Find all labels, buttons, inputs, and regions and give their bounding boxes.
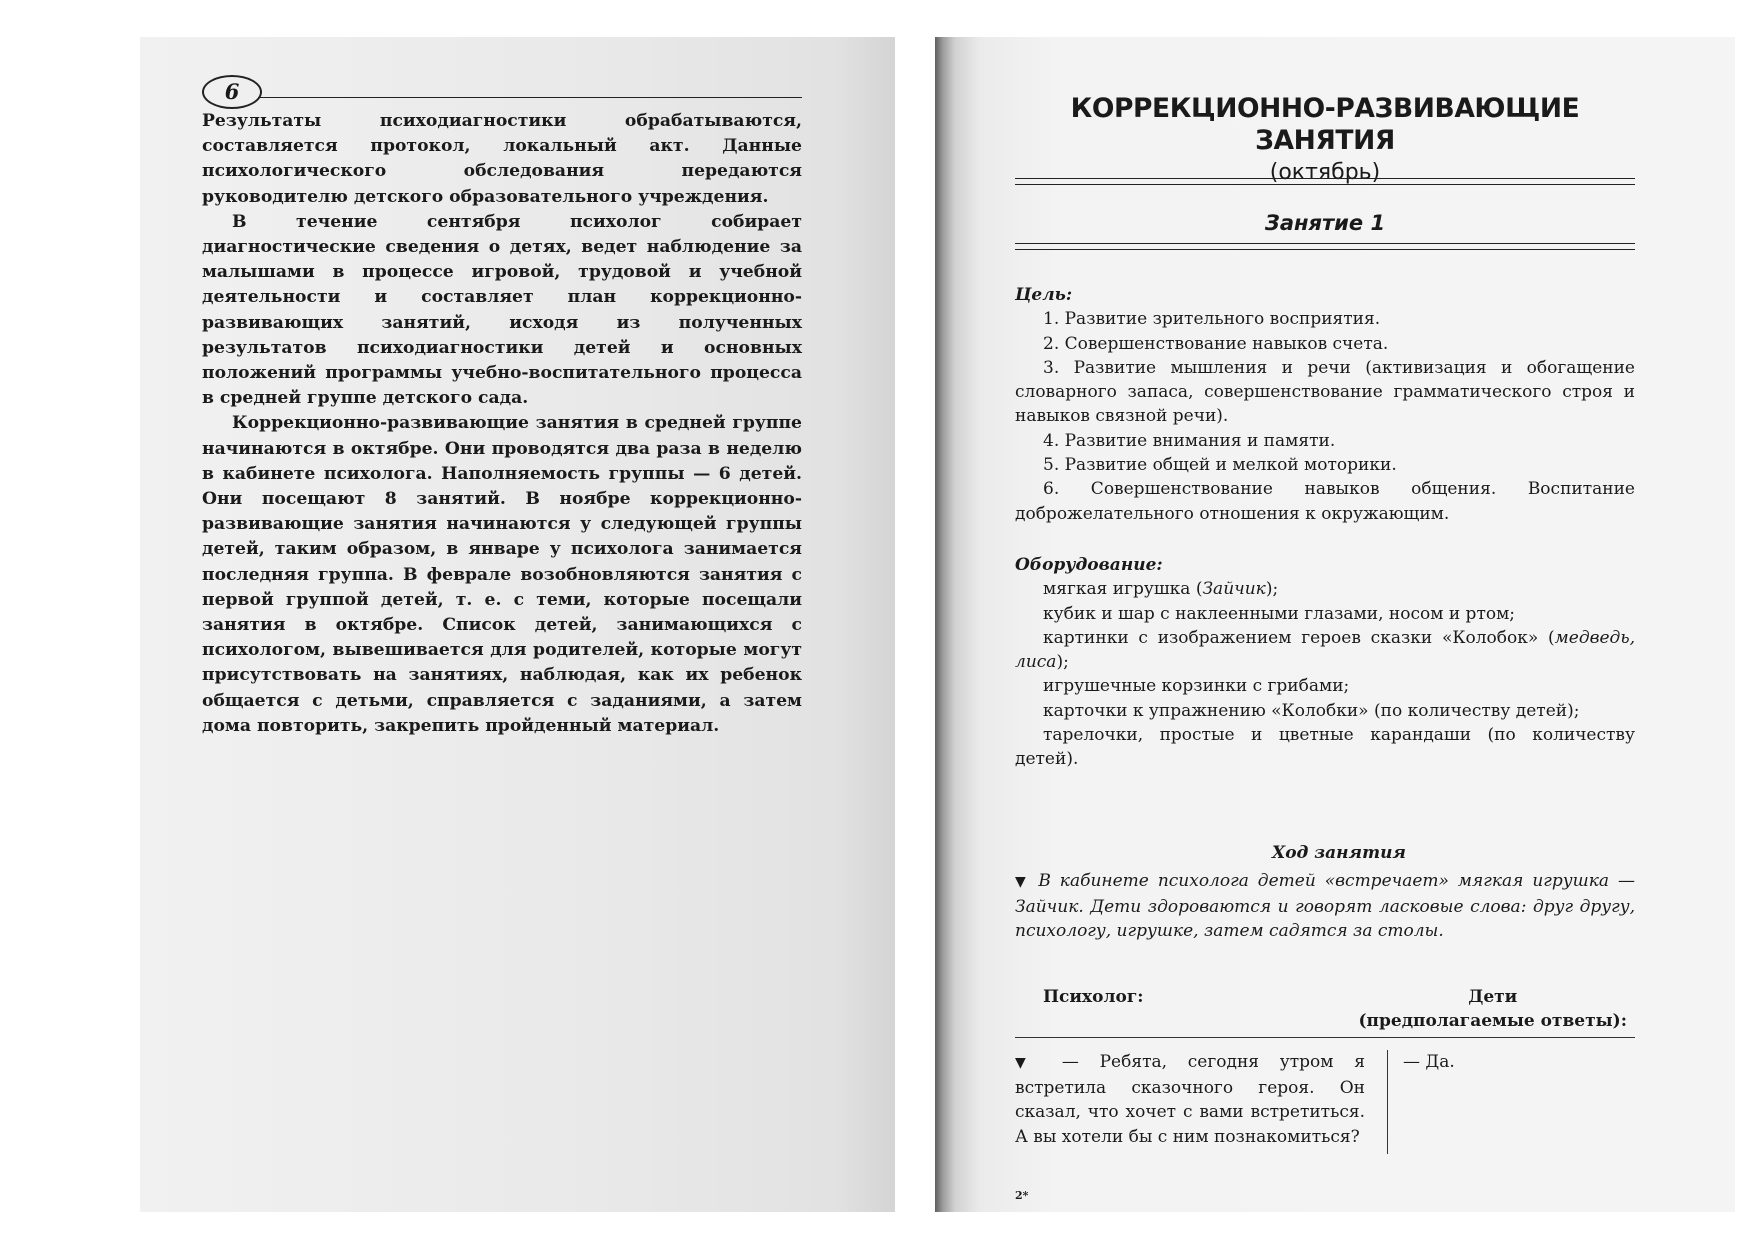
triangle-marker-icon: ▼ <box>1015 1055 1042 1071</box>
equipment-section <box>1015 553 1635 772</box>
paragraph: Результаты психодиагностики обрабатываются, составляется протокол, локальный акт. Данные психологического обследования передаются руководителю детского образовательного учреждения. <box>202 111 802 207</box>
goal-item: 4. Развитие внимания и памяти. <box>1043 430 1336 451</box>
children-answer: — Да. <box>1403 1052 1455 1072</box>
header-rule <box>258 97 802 98</box>
goal-item: 5. Развитие общей и мелкой моторики. <box>1043 455 1397 476</box>
chapter-title: КОРРЕКЦИОННО-РАЗВИВАЮЩИЕ ЗАНЯТИЯ <box>1070 93 1580 156</box>
divider <box>1015 184 1635 185</box>
equipment-item: картинки с изображением героев сказки «Колобок» (медведь, лиса); <box>1015 627 1635 673</box>
equipment-item: кубик и шар с наклеенными глазами, носом и ртом; <box>1043 603 1516 624</box>
goals-heading: Цель: <box>1015 285 1073 305</box>
divider <box>1015 243 1635 244</box>
procedure-heading: Ход занятия <box>1272 843 1406 863</box>
goals-section <box>1015 283 1635 526</box>
chapter-title-block <box>1015 93 1635 189</box>
equipment-heading: Оборудование: <box>1015 555 1163 575</box>
procedure-section <box>1015 841 1635 943</box>
paragraph: В течение сентября психолог собирает диагностические сведения о детях, ведет наблюдение за малышами в процессе игровой, трудовой и учебной деятельности и составляет план коррекционно-развивающих занятий, исходя из полученных результатов психодиагностики детей и основных положений программы учебно-воспитательного процесса в средней группе детского сада. <box>202 211 802 409</box>
paragraph: Коррекционно-развивающие занятия в средней группе начинаются в октябре. Они проводятся два раза в неделю в кабинете психолога. Наполняемость группы — 6 детей. Они посещают 8 занятий. В ноябре коррекционно-развивающие занятия начинаются у следующей группы детей, таким образом, в январе у психолога занимается последняя группа. В феврале возобновляются занятия с первой группой детей, т. е. с теми, которые посещали занятия в октябре. Список детей, занимающихся с психологом, вывешивается для родителей, которые могут присутствовать на занятиях, наблюдая, как их ребенок общается с детьми, справляется с заданиями, а затем дома повторить, закрепить пройденный материал. <box>202 413 802 736</box>
equipment-item: тарелочки, простые и цветные карандаши (по количеству детей). <box>1015 725 1635 770</box>
goal-item: 1. Развитие зрительного восприятия. <box>1043 309 1381 330</box>
signature-mark: 2* <box>1015 1189 1029 1202</box>
lesson-title: Занятие 1 <box>1264 211 1386 235</box>
chapter-subtitle: (октябрь) <box>1269 160 1381 185</box>
dialog-col-psychologist: Психолог: <box>1043 987 1144 1007</box>
goal-item: 2. Совершенствование навыков счета. <box>1043 333 1389 354</box>
dialog-col-children: Дети (предполагаемые ответы): <box>1358 987 1627 1031</box>
goal-item: 6. Совершенствование навыков общения. Воспитание доброжелательного отношения к окружающим. <box>1015 479 1635 524</box>
left-page <box>140 37 895 1212</box>
divider <box>1015 1037 1635 1038</box>
psychologist-line: ▼ — Ребята, сегодня утром я встретила сказочного героя. Он сказал, что хочет с вами встретиться. А вы хотели бы с ним познакомиться? <box>1015 1052 1365 1147</box>
column-divider <box>1387 1050 1388 1154</box>
right-page <box>935 37 1735 1212</box>
divider <box>1015 249 1635 250</box>
divider <box>1015 178 1635 179</box>
goal-item: 3. Развитие мышления и речи (активизация и обогащение словарного запаса, совершенствование грамматического строя и навыков связной речи). <box>1015 357 1635 427</box>
dialog-row <box>1015 1050 1635 1160</box>
triangle-marker-icon: ▼ <box>1015 874 1030 891</box>
equipment-item: мягкая игрушка (Зайчик); <box>1043 579 1279 600</box>
left-body-text <box>202 109 802 739</box>
page-number-header <box>202 75 802 109</box>
procedure-intro: ▼ В кабинете психолога детей «встречает» мягкая игрушка — Зайчик. Дети здороваются и говорят ласковые слова: друг другу, психологу, игрушке, затем садятся за столы. <box>1015 871 1635 941</box>
page-number: 6 <box>202 75 262 109</box>
equipment-item: карточки к упражнению «Колобки» (по количеству детей); <box>1043 700 1580 721</box>
equipment-item: игрушечные корзинки с грибами; <box>1043 676 1350 697</box>
